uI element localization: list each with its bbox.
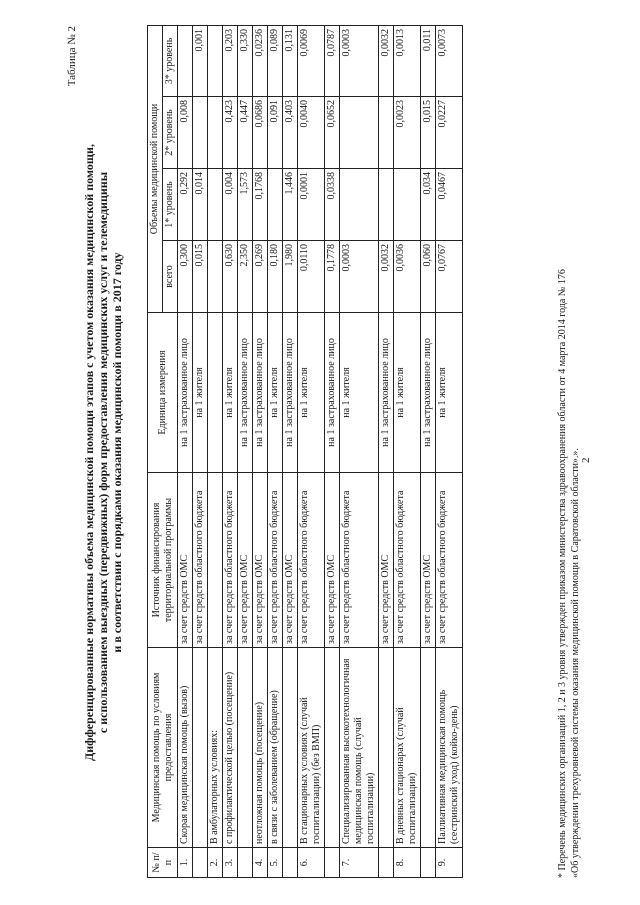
row-total: 0,0003 bbox=[340, 241, 379, 313]
row-level1: 0,034 bbox=[421, 169, 436, 241]
row-total: 0,0036 bbox=[394, 241, 421, 313]
header-num: № п/п bbox=[148, 848, 178, 878]
table-row bbox=[340, 25, 379, 877]
header-unit: Единица измерения bbox=[148, 313, 178, 473]
row-level3: 0,001 bbox=[193, 25, 208, 96]
row-level1: 1,446 bbox=[283, 169, 298, 241]
row-unit: на 1 жителя bbox=[340, 313, 379, 473]
table-row bbox=[208, 25, 223, 877]
row-unit: на 1 застрахованное лицо bbox=[421, 313, 436, 473]
row-care bbox=[421, 648, 436, 848]
row-unit: на 1 жителя bbox=[394, 313, 421, 473]
row-level2 bbox=[340, 97, 379, 169]
row-level1 bbox=[340, 169, 379, 241]
row-level3: 0,330 bbox=[238, 25, 253, 96]
row-total bbox=[208, 241, 223, 313]
row-care: В амбулаторных условиях: bbox=[208, 648, 223, 848]
row-care: с профилактической целью (посещение) bbox=[223, 648, 238, 848]
row-level1 bbox=[394, 169, 421, 241]
row-level2: 0,0686 bbox=[253, 97, 268, 169]
table-row bbox=[436, 25, 463, 877]
row-total: 0,0767 bbox=[436, 241, 463, 313]
row-care: В дневных стационарах (случай госпитализации) bbox=[394, 648, 421, 848]
row-level3: 0,0787 bbox=[325, 25, 340, 96]
row-level3: 0,131 bbox=[283, 25, 298, 96]
table-row bbox=[379, 25, 394, 877]
row-level2: 0,0040 bbox=[298, 97, 325, 169]
row-level3: 0,203 bbox=[223, 25, 238, 96]
row-total: 0,060 bbox=[421, 241, 436, 313]
row-total: 1,980 bbox=[283, 241, 298, 313]
row-level2: 0,0023 bbox=[394, 97, 421, 169]
row-level3: 0,089 bbox=[268, 25, 283, 96]
row-num: 1. bbox=[178, 848, 193, 878]
header-level3: 3* уровень bbox=[163, 25, 178, 96]
header-level1: 1* уровень bbox=[163, 169, 178, 241]
row-level3 bbox=[178, 25, 193, 96]
row-level1 bbox=[268, 169, 283, 241]
row-num: 3. bbox=[223, 848, 238, 878]
row-level2 bbox=[208, 97, 223, 169]
row-unit: на 1 жителя bbox=[268, 313, 283, 473]
row-care: Скорая медицинская помощь (вызов) bbox=[178, 648, 193, 848]
row-level2: 0,0652 bbox=[325, 97, 340, 169]
row-source: за счет средств ОМС bbox=[178, 473, 193, 648]
table-row bbox=[325, 25, 340, 877]
row-source: за счет средств ОМС bbox=[238, 473, 253, 648]
row-num bbox=[379, 848, 394, 878]
row-level1: 0,0001 bbox=[298, 169, 325, 241]
header-volumes: Объемы медицинской помощи bbox=[148, 25, 163, 312]
table-label: Таблица № 2 bbox=[66, 26, 78, 87]
row-num: 9. bbox=[436, 848, 463, 878]
row-total: 0,0032 bbox=[379, 241, 394, 313]
row-level2: 0,0227 bbox=[436, 97, 463, 169]
row-level2: 0,403 bbox=[283, 97, 298, 169]
row-unit: на 1 застрахованное лицо bbox=[253, 313, 268, 473]
row-level3: 0,0073 bbox=[436, 25, 463, 96]
title-line: Дифференцированные нормативы объема медицинской помощи этапов с учетом оказания медицинской помощи, bbox=[82, 144, 96, 761]
row-source: за счет средств областного бюджета bbox=[268, 473, 283, 648]
row-source: за счет средств ОМС bbox=[421, 473, 436, 648]
table-row bbox=[421, 25, 436, 877]
footnote bbox=[556, 26, 582, 878]
row-care bbox=[325, 648, 340, 848]
row-source: за счет средств областного бюджета bbox=[193, 473, 208, 648]
row-level3: 0,011 bbox=[421, 25, 436, 96]
row-num bbox=[421, 848, 436, 878]
row-source: за счет средств областного бюджета bbox=[340, 473, 379, 648]
footnote-line: «Об утверждении трехуровневой системы оказания медицинской помощи в Саратовской области».». bbox=[570, 448, 581, 878]
row-level1: 0,0467 bbox=[436, 169, 463, 241]
row-level1: 1,573 bbox=[238, 169, 253, 241]
row-num: 4. bbox=[253, 848, 268, 878]
row-source: за счет средств ОМС bbox=[325, 473, 340, 648]
row-level1: 0,014 bbox=[193, 169, 208, 241]
table-row bbox=[298, 25, 325, 877]
footnote-line: * Перечень медицинских организаций 1, 2 и 3 уровня утвержден приказом министерства здравоохранения области от 4 марта 2014 года № 176 bbox=[557, 269, 568, 878]
row-source: за счет средств ОМС bbox=[379, 473, 394, 648]
document-title bbox=[82, 80, 124, 825]
row-unit: на 1 жителя bbox=[193, 313, 208, 473]
row-unit: на 1 застрахованное лицо bbox=[325, 313, 340, 473]
row-level1: 0,1768 bbox=[253, 169, 268, 241]
row-num: 7. bbox=[340, 848, 379, 878]
row-num: 2. bbox=[208, 848, 223, 878]
row-unit: на 1 жителя bbox=[298, 313, 325, 473]
row-level2 bbox=[193, 97, 208, 169]
row-level2: 0,423 bbox=[223, 97, 238, 169]
row-unit: на 1 застрахованное лицо bbox=[283, 313, 298, 473]
row-unit: на 1 застрахованное лицо bbox=[238, 313, 253, 473]
row-care: Паллиативная медицинская помощь (сестринский уход) (койко-день) bbox=[436, 648, 463, 848]
row-num bbox=[283, 848, 298, 878]
row-level2: 0,091 bbox=[268, 97, 283, 169]
row-unit: на 1 застрахованное лицо bbox=[178, 313, 193, 473]
row-source: за счет средств областного бюджета bbox=[223, 473, 238, 648]
row-total: 0,630 bbox=[223, 241, 238, 313]
row-level2: 0,015 bbox=[421, 97, 436, 169]
row-total: 0,1778 bbox=[325, 241, 340, 313]
row-level2 bbox=[379, 97, 394, 169]
row-level1: 0,292 bbox=[178, 169, 193, 241]
row-unit: на 1 жителя bbox=[223, 313, 238, 473]
row-source: за счет средств областного бюджета bbox=[298, 473, 325, 648]
row-care bbox=[283, 648, 298, 848]
header-level2: 2* уровень bbox=[163, 97, 178, 169]
row-level3: 0,0003 bbox=[340, 25, 379, 96]
row-care: неотложная помощь (посещение) bbox=[253, 648, 268, 848]
row-level3: 0,0069 bbox=[298, 25, 325, 96]
row-total: 0,269 bbox=[253, 241, 268, 313]
row-num: 6. bbox=[298, 848, 325, 878]
table-row bbox=[253, 25, 268, 877]
table-row bbox=[394, 25, 421, 877]
row-unit bbox=[208, 313, 223, 473]
table-row bbox=[223, 25, 238, 877]
row-total: 2,350 bbox=[238, 241, 253, 313]
row-source: за счет средств ОМС bbox=[283, 473, 298, 648]
row-care: В стационарных условиях (случай госпитализации) (без ВМП) bbox=[298, 648, 325, 848]
table-row bbox=[268, 25, 283, 877]
row-level1: 0,0338 bbox=[325, 169, 340, 241]
row-num: 5. bbox=[268, 848, 283, 878]
row-total: 0,015 bbox=[193, 241, 208, 313]
row-source: за счет средств ОМС bbox=[253, 473, 268, 648]
row-num bbox=[325, 848, 340, 878]
row-level1 bbox=[208, 169, 223, 241]
row-level3: 0,0013 bbox=[394, 25, 421, 96]
header-source: Источник финансирования территориальной программы bbox=[148, 473, 178, 648]
row-source bbox=[208, 473, 223, 648]
row-care: Специализированная высокотехнологичная медицинская помощь (случай госпитализации) bbox=[340, 648, 379, 848]
header-care: Медицинская помощь по условиям предоставления bbox=[148, 648, 178, 848]
table-row bbox=[238, 25, 253, 877]
norms-table bbox=[147, 25, 463, 878]
table-header bbox=[148, 25, 178, 877]
row-total: 0,0110 bbox=[298, 241, 325, 313]
row-care bbox=[193, 648, 208, 848]
row-level3: 0,0032 bbox=[379, 25, 394, 96]
table-body bbox=[178, 25, 463, 877]
row-total: 0,180 bbox=[268, 241, 283, 313]
row-unit: на 1 жителя bbox=[436, 313, 463, 473]
row-level1 bbox=[379, 169, 394, 241]
title-line: и в соответствии с порядками оказания медицинской помощи в 2017 году bbox=[110, 252, 124, 653]
row-num: 8. bbox=[394, 848, 421, 878]
row-source: за счет средств областного бюджета bbox=[394, 473, 421, 648]
table-row bbox=[193, 25, 208, 877]
row-care: в связи с заболеванием (обращение) bbox=[268, 648, 283, 848]
row-unit: на 1 застрахованное лицо bbox=[379, 313, 394, 473]
page-number: 2 bbox=[580, 457, 592, 463]
row-level3 bbox=[208, 25, 223, 96]
row-source: за счет средств областного бюджета bbox=[436, 473, 463, 648]
row-level1: 0,004 bbox=[223, 169, 238, 241]
row-care bbox=[238, 648, 253, 848]
header-total: всего bbox=[163, 241, 178, 313]
row-level2: 0,008 bbox=[178, 97, 193, 169]
title-line: с использованием выездных (передвижных) форм предоставления медицинских услуг и телемедицины bbox=[96, 171, 110, 734]
row-care bbox=[379, 648, 394, 848]
row-num bbox=[193, 848, 208, 878]
row-num bbox=[238, 848, 253, 878]
row-level3: 0,0236 bbox=[253, 25, 268, 96]
table-row bbox=[283, 25, 298, 877]
row-total: 0,300 bbox=[178, 241, 193, 313]
row-level2: 0,447 bbox=[238, 97, 253, 169]
table-row bbox=[178, 25, 193, 877]
